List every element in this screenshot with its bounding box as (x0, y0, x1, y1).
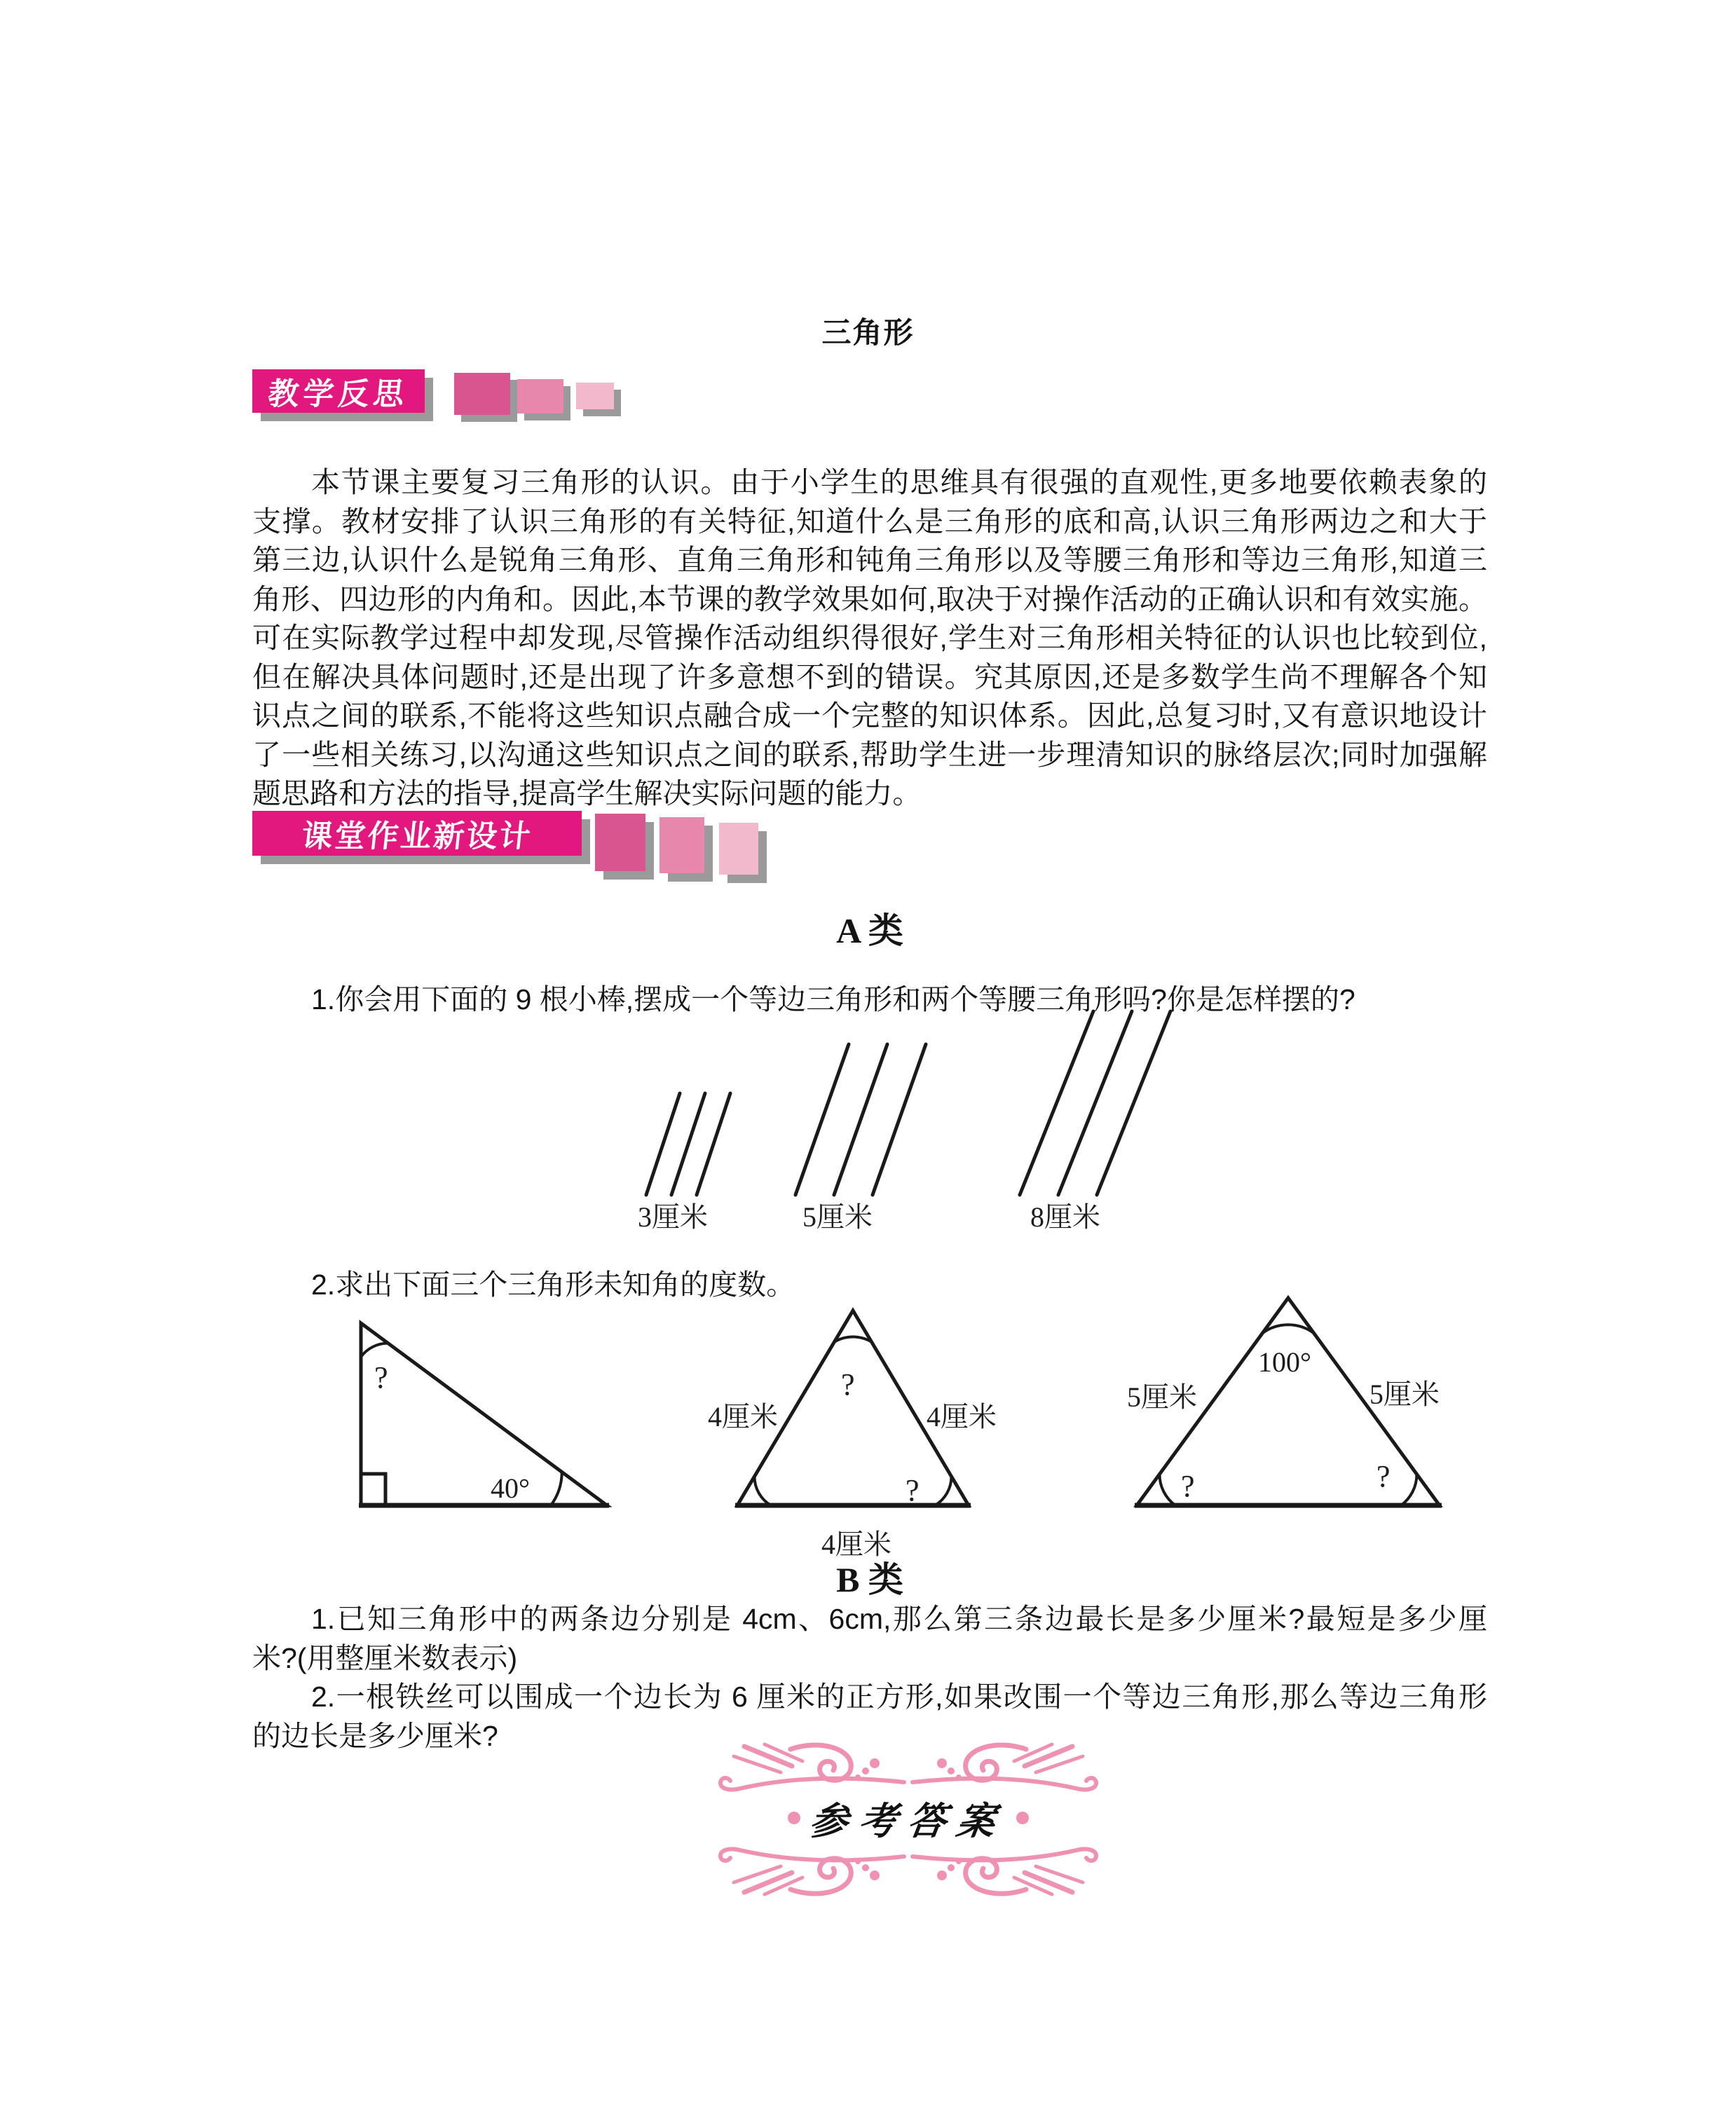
angle-arc (935, 1477, 952, 1505)
question-line: 1.已知三角形中的两条边分别是 4cm、6cm,那么第三条边最长是多少厘米?最短是多少厘 (311, 1603, 1487, 1635)
side-label-right: 4厘米 (927, 1401, 997, 1432)
angle-arc (361, 1343, 388, 1357)
stick-label-5cm: 5厘米 (802, 1201, 873, 1233)
right-triangle-figure (359, 1323, 609, 1505)
side-label-left: 5厘米 (1127, 1381, 1197, 1413)
angle-100-label: 100° (1258, 1346, 1311, 1378)
unknown-angle-label: ? (841, 1367, 855, 1402)
stick-group-3cm (646, 1093, 730, 1195)
answers-title: 参考答案 (807, 1798, 1010, 1843)
homework-banner (252, 811, 582, 856)
sticks-diagram (596, 995, 1226, 1261)
decorative-square (719, 823, 758, 875)
paragraph-line: 但在解决具体问题时,还是出现了许多意想不到的错误。究其原因,还是多数学生尚不理解各个知 (252, 660, 1487, 693)
angle-arc (1401, 1475, 1417, 1506)
side-label-right: 5厘米 (1369, 1379, 1440, 1410)
paragraph-line: 本节课主要复习三角形的认识。由于小学生的思维具有很强的直观性,更多地要依赖表象的 (311, 466, 1487, 498)
paragraph-line: 题思路和方法的指导,提高学生解决实际问题的能力。 (252, 777, 922, 809)
paragraph-line: 识点之间的联系,不能将这些知识点融合成一个完整的知识体系。因此,总复习时,又有意识地设计 (252, 699, 1487, 732)
question-line: 米?(用整厘米数表示) (252, 1641, 518, 1674)
section-b-heading: B 类 (836, 1560, 903, 1599)
angle-arc (755, 1477, 772, 1505)
homework-banner-label: 课堂作业新设计 (299, 819, 534, 854)
stick-group-8cm (1020, 1011, 1170, 1195)
angle-40-label: 40° (491, 1472, 530, 1504)
paragraph-line: 了一些相关练习,以沟通这些知识点之间的联系,帮助学生进一步理清知识的脉络层次;同时加强解 (252, 738, 1487, 771)
unknown-angle-label: ? (374, 1360, 388, 1395)
flourish-top (720, 1744, 1096, 1790)
angle-arc (551, 1472, 562, 1505)
decorative-square (576, 383, 614, 409)
paragraph-line: 第三边,认识什么是锐角三角形、直角三角形和钝角三角形以及等腰三角形和等边三角形,知道三 (252, 544, 1487, 576)
section-b-questions (252, 1600, 1487, 1756)
reflection-banner-label: 教学反思 (266, 377, 411, 411)
base-label: 4厘米 (821, 1529, 891, 1560)
question-line: 的边长是多少厘米? (252, 1719, 498, 1752)
angle-arc (1262, 1325, 1313, 1333)
stick-label-3cm: 3厘米 (638, 1201, 708, 1233)
isosceles-triangle-5cm-figure (1127, 1298, 1442, 1505)
flourish-bottom (720, 1849, 1096, 1894)
decorative-square (659, 817, 704, 873)
question-a1: 1.你会用下面的 9 根小棒,摆成一个等边三角形和两个等腰三角形吗?你是怎样摆的? (311, 983, 1355, 1015)
side-label-left: 4厘米 (708, 1401, 778, 1432)
paragraph-line: 支撑。教材安排了认识三角形的有关特征,知道什么是三角形的底和高,认识三角形两边之和大于 (252, 505, 1487, 538)
angle-arc (1159, 1475, 1175, 1506)
answers-title-row (698, 1787, 1119, 1849)
isosceles-triangle-4cm-figure (708, 1311, 997, 1560)
section-a-heading: A 类 (836, 911, 903, 950)
right-angle-mark (361, 1474, 385, 1505)
decorative-dot (1016, 1812, 1029, 1824)
decorative-square (454, 373, 510, 415)
paragraph-line: 可在实际教学过程中却发现,尽管操作活动组织得很好,学生对三角形相关特征的认识也比较到位, (252, 622, 1487, 654)
stick-group-5cm (795, 1044, 926, 1195)
unknown-angle-label: ? (1181, 1469, 1195, 1503)
decorative-dot (788, 1812, 800, 1824)
question-a2: 2.求出下面三个三角形未知角的度数。 (311, 1268, 795, 1301)
reflection-banner (252, 369, 425, 413)
page-title: 三角形 (821, 316, 915, 349)
reflection-paragraph (252, 463, 1487, 814)
unknown-angle-label: ? (905, 1473, 920, 1507)
decorative-square (517, 379, 563, 413)
decorative-square (595, 814, 645, 871)
paragraph-line: 角形、四边形的内角和。因此,本节课的教学效果如何,取决于对操作活动的正确认识和有效实施。 (252, 582, 1487, 615)
angle-arc (834, 1336, 871, 1341)
unknown-angle-label: ? (1376, 1459, 1390, 1493)
stick-label-8cm: 8厘米 (1030, 1201, 1100, 1233)
question-line: 2.一根铁丝可以围成一个边长为 6 厘米的正方形,如果改围一个等边三角形,那么等边三角形 (311, 1681, 1487, 1713)
